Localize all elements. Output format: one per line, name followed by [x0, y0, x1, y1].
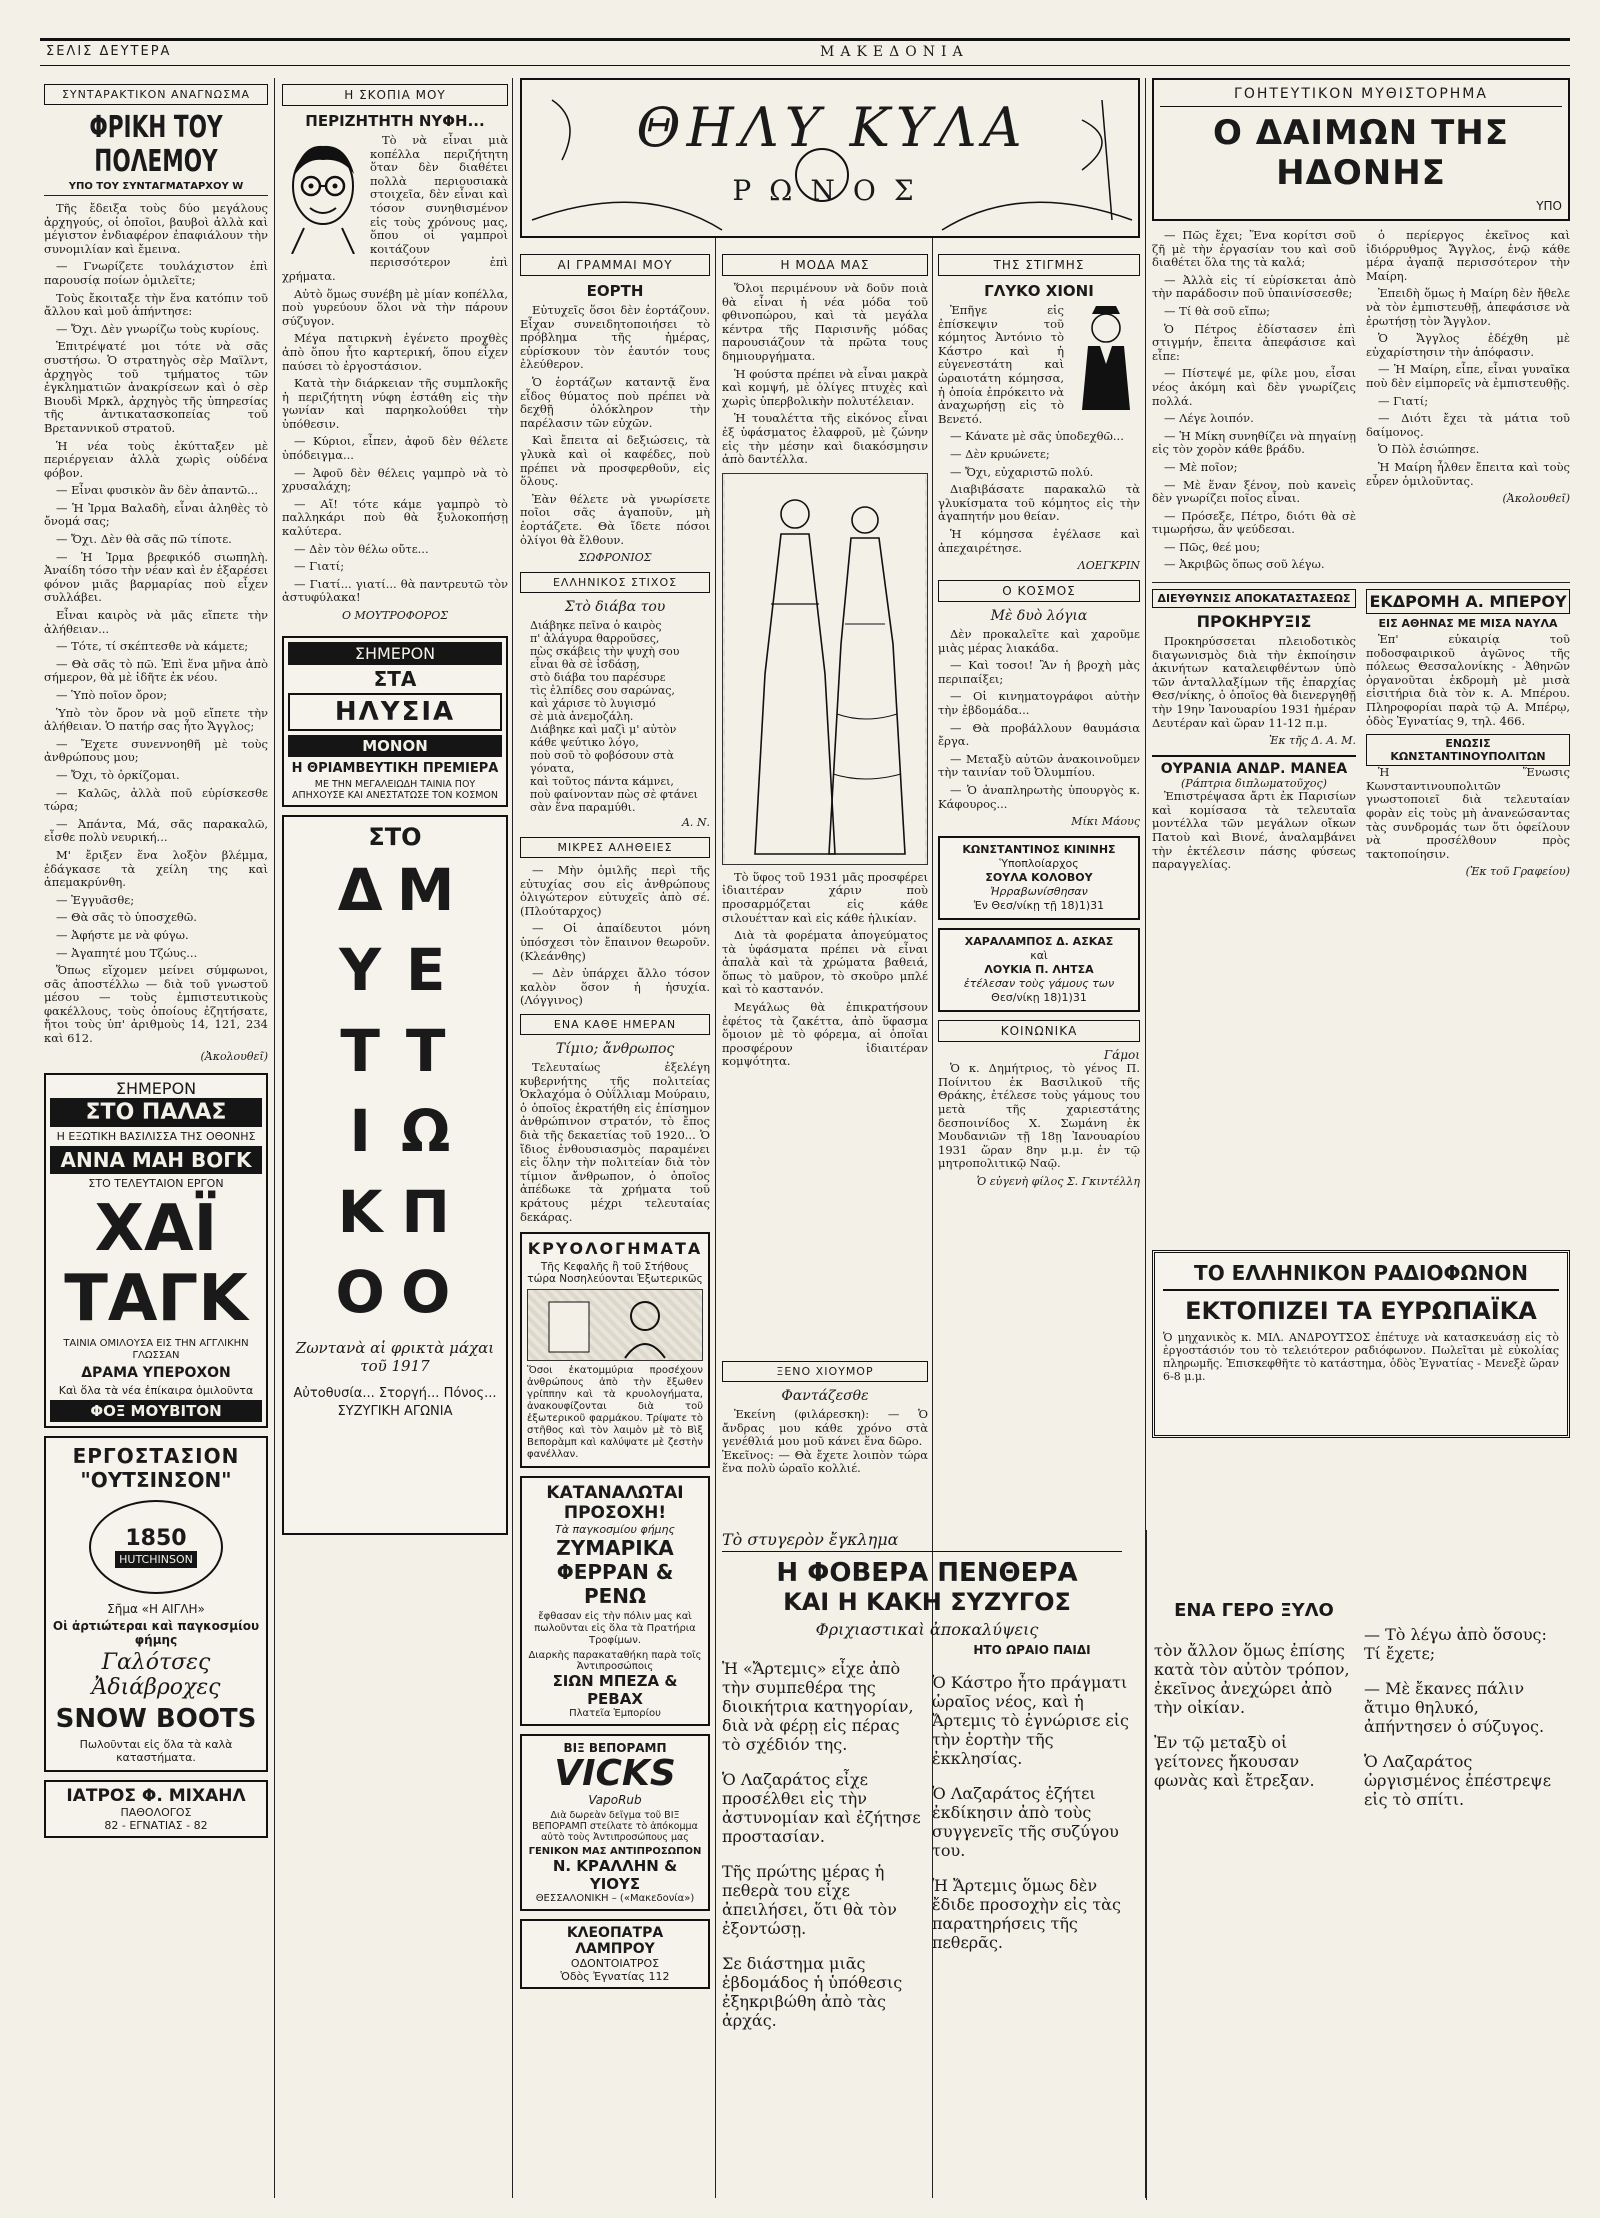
- article-byline: ΥΠΟ ΤΟΥ ΣΥΝΤΑΓΜΑΤΑΡΧΟΥ W: [44, 181, 268, 196]
- fashion-illustration: [722, 473, 928, 865]
- paragraph: Τῆς πρώτης μέρας ἡ πεθερὰ του εἶχε ἀπειλήσει, ὅτι θὰ τὸν ἐξοντώσῃ.: [722, 1862, 897, 1938]
- vertical-letter: Π: [401, 1177, 450, 1246]
- paragraph: — Δὲν τὸν θέλω οὔτε...: [294, 541, 429, 556]
- paragraph: Διὰ τὰ φορέματα ἀπογεύματος τὰ ὑφάσματα πρέπει νὰ εἶναι ἀπαλὰ καὶ τὰ χρώματα βαθειά, ὅπως τὸ μαῦρον, τὸ σκοῦρο μπλέ καὶ τὸ καστανόν.: [722, 928, 928, 997]
- masthead: [40, 38, 1570, 66]
- paragraph: — Ἀφοῦ δὲν θέλεις γαμπρὸ νὰ τὸ χρυσαλάχη;: [282, 465, 508, 494]
- paragraph: Μ' ἔριξεν ἕνα λοξὸν βλέμμα, ἐδάγκασε τὰ χείλη της καὶ ἀπεμακρύνθη.: [44, 847, 268, 890]
- vertical-letter: Ε: [405, 936, 446, 1005]
- paragraph: — Πῶς ἔχει; Ἕνα κορίτσι σοῦ ζῆ μὲ τὴν ἐργασίαν του καὶ σοῦ διαθέτει ὅλα της τὰ καλά;: [1152, 228, 1356, 270]
- paragraph: Ἐὰν θέλετε νὰ γνωρίσετε ποῖοι σᾶς ἀγαποῦν, μὴ ἑορτάζετε. Θὰ ἴδετε πόσοι ὀλίγοι θὰ ἔλθουν.: [520, 491, 710, 547]
- section-title: ΕΛΛΗΝΙΚΟΣ ΣΤΙΧΟΣ: [520, 572, 710, 593]
- vertical-letter: Μ: [396, 856, 455, 924]
- paragraph: Ἡ Ἄρτεμις ὅμως δὲν ἔδιδε προσοχὴν εἰς τὰς παρατηρήσεις τῆς πεθερᾶς.: [932, 1876, 1121, 1952]
- banner-title: ΘΗΛΥ ΚΥΛΑ: [636, 96, 1028, 159]
- paragraph: — Θὰ σᾶς τὸ πῶ. Ἐπὶ ἕνα μῆνα ἀπὸ σήμερον, θὰ μὲ ἰδῆτε ἐκ νέου.: [44, 656, 268, 685]
- poem-line: ποὺ σοῦ τὸ φοβόσουν στὰ γόνατα,: [530, 749, 674, 776]
- paragraph: — Ἐγγυᾶσθε;: [56, 892, 135, 907]
- paragraph: — Πρόσεξε, Πέτρο, διότι θὰ σὲ τιμωρήσω, ἂν ψεύδεσαι.: [1152, 508, 1356, 537]
- section-body: Τελευταίως ἐξελέγη κυβερνήτης τῆς πολιτείας Ὀκλαχόμα ὁ Οὐΐλλιαμ Μούραιυ, ὁ ὁποῖος ἐκρατήθη εἰς ἐπίσημον ἀνθρώπινον στρατόν, τὸ ἔπος διὰ τῆς δεκαετίας τοῦ 1920... Ὁ ἴδιος ἐνθουσιασμὸς παραμένει εἰς ὅλην τὴν πολιτείαν διὰ τὸν τίμιον ἄνθρωπον, ὁ ὁποῖος ἀπέδωκε τὰ χρήματα τοῦ κράτους μέχρι τελευταίας δεκάρας.: [520, 1060, 710, 1224]
- paragraph: Μέγα πατιρκνὴ ἐγένετο προχθὲς ἀπὸ ὅπου ἦτο καρτερική, ὅπου εἶχεν παύσει τὸ ἐργοστάσιον.: [282, 331, 508, 373]
- article-body: [520, 304, 710, 547]
- paragraph: — Αἴ! τότε κάμε γαμπρὸ τὸ παλληκάρι ποὺ θὰ ξυλοκοπήσῃ καλύτερα.: [282, 496, 508, 539]
- paragraph: Ἡ «Ἄρτεμις» εἶχε ἀπὸ τὴν συμπεθέρα της διοικήτρια κατηγορίαν, διὰ νὰ φέρῃ εἰς πέρας τὸ σχέδιόν της.: [722, 1659, 914, 1754]
- vertical-word-1: [335, 856, 385, 1326]
- paragraph: Ὁ Ἄγγλος ἐδέχθη μὲ εὐχαρίστησιν τὴν ἀπόφασιν.: [1366, 331, 1570, 359]
- paragraph: — Ἀλλὰ εἰς τί εὑρίσκεται ἀπὸ τὴν παράδοσιν ποῦ ὑπαινίσσεσθε;: [1152, 272, 1356, 301]
- vertical-letter: Ι: [349, 1097, 371, 1166]
- column-5: [938, 248, 1140, 1518]
- paragraph: — Ὁ ἀναπληρωτὴς ὑπουργὸς κ. Κάφουρος...: [938, 783, 1140, 811]
- paragraph: — Μὲ ἕναν ξένον, ποὺ κανεὶς δὲν γνωρίζει ποῖος εἶναι.: [1152, 477, 1356, 506]
- paragraph: — Ἡ Μαίρη, εἶπε, εἶναι γυναῖκα ποὺ δὲν εἰμπορεῖς νὰ ἐμπιστευθῇς.: [1366, 362, 1570, 390]
- column-4: [722, 248, 928, 1248]
- paragraph: — Λέγε λοιπόν.: [1164, 411, 1254, 426]
- vertical-letter: Ο: [401, 1257, 451, 1326]
- page-number-label: ΣΕΛΙΣ ΔΕΥΤΕΡΑ: [46, 44, 172, 59]
- paragraph: — Καλῶς, ἀλλὰ ποῦ εὑρίσκεσθε τώρα;: [44, 785, 268, 814]
- section-subtitle: Φαντάζεσθε: [781, 1388, 869, 1404]
- paragraph: — Ἡ Ἰρμα βρεφικόδ σιωπηλὴ. Ἀναίδη τόσο τὴν νέαν καὶ ἐν ἐξαρέσει φόνον μιᾶς βαρμαρίας ποὺ εἶχεν συλλάβει.: [44, 549, 268, 605]
- paragraph: — Ἀπάντα, Μά, σᾶς παρακαλῶ, εἶσθε πολὺ νευρική...: [44, 816, 268, 845]
- section-title: ΕΝΑ ΚΑΘΕ ΗΜΕΡΑΝ: [520, 1014, 710, 1035]
- competition-notice: ΔΙΕΥΘΥΝΣΙΣ ΑΠΟΚΑΤΑΣΤΑΣΕΩΣ ΠΡΟΚΗΡΥΞΙΣ Προκηρύσσεται πλειοδοτικὸς διαγωνισμὸς διὰ τὴν ἐκποίησιν ἀκινήτων καταλειφθέντων ὑπὸ τῶν ἀνταλλαξίμων τῆς ἐπαρχίας Θεσ/νίκης, ὁ ὁποῖος θὰ διενεργηθῇ τὴν 19ην Ἰανουαρίου 1931 ἡμέραν Δευτέραν καὶ ὥραν 11-12 π.μ. Ἐκ τῆς Δ. Α. Μ. ΟΥΡΑΝΙΑ ΑΝΔΡ. ΜΑΝΕΑ (Ράπτρια διπλωματοῦχος) Ἐπιστρέψασα ἄρτι ἐκ Παρισίων καὶ κομίσασα τὰ τελευταῖα μοντέλλα τῶν μεγάλων οἴκων Πατοὺ καὶ Βιονέ, ἀναλαμβάνει τὴν ἐκτέλεσιν πάσης φύσεως παραγγελίας.: [1152, 589, 1356, 886]
- paragraph: Σε διάστημα μιᾶς ἑβδομάδος ἡ ὑπόθεσις ἐξηκριβώθη ἀπὸ τὰς ἀρχάς.: [722, 1954, 903, 2030]
- poem-line: Διάβηκε καὶ μαζὶ μ' αὐτὸν: [530, 723, 677, 737]
- cinema-ad-western-front: ΣΤΟ Δ Υ Τ Ι Κ Ο Μ Ε Τ Ω Π Ο Ζωντανὰ αἱ φρικτὰ μάχαι τοῦ 1917 Αὐτοθυσία... Στοργή... Πόνος... ΣΥΖΥΓΙΚΗ ΑΓΩΝΙΑ: [282, 815, 508, 1535]
- column-1: [44, 78, 268, 2198]
- paragraph: Ὁ Λαζαράτος ἐζήτει ἐκδίκησιν ἀπὸ τοὺς συγγενεῖς τῆς συζύγου του.: [932, 1784, 1119, 1860]
- article-title: ΕΟΡΤΗ: [586, 282, 644, 300]
- poem-title: Στὸ διάβα του: [564, 599, 666, 616]
- article-sign: Ο ΜΟΥΤΡΟΦΟΡΟΣ: [341, 609, 449, 622]
- paper-name: ΜΑΚΕΔΟΝΙΑ: [820, 44, 969, 60]
- fashion-banner: [520, 78, 1140, 238]
- paragraph: — Μεταξὺ αὐτῶν ἀνακοινοῦμεν τὴν ταινίαν τοῦ Ὀλυμπίου.: [938, 751, 1140, 780]
- poem-line: σὰν ἕνα παραμύθι.: [530, 801, 636, 815]
- paragraph: — Ὑπὸ ποῖον ὄρον;: [56, 688, 168, 702]
- section-subtitle: Γάμοι: [1103, 1048, 1140, 1063]
- article-title-2: ΚΑΙ Η ΚΑΚΗ ΣΥΖΥΓΟΣ: [783, 1588, 1071, 1616]
- paragraph: — Ἀκριβῶς ὅπως σοῦ λέγω.: [1164, 557, 1325, 572]
- vicks-logo: VICKS: [554, 1753, 676, 1795]
- section-body: [938, 628, 1140, 811]
- illustration: [527, 1289, 703, 1361]
- article-sign: (Ἀκολουθεῖ): [200, 1049, 268, 1063]
- column-title: Η ΣΚΟΠΙΑ ΜΟΥ: [282, 84, 508, 106]
- article-sign: ΣΩΦΡΟΝΙΟΣ: [578, 551, 652, 565]
- paragraph: — Καὶ τοσοι! Ἂν ἡ βροχὴ μὰς περιπαίξει;: [938, 658, 1140, 686]
- doctor-ad: ΙΑΤΡΟΣ Φ. ΜΙΧΑΗΛ ΠΑΘΟΛΟΓΟΣ 82 - ΕΓΝΑΤΙΑΣ - 82: [44, 1780, 268, 1838]
- hutchinson-logo: 1850 HUTCHINSON: [89, 1500, 223, 1594]
- paragraph: Αὐτὸ ὅμως συνέβη μὲ μίαν κοπέλλα, ποὺ γυρεύουν ὅλοι νὰ τὴν πάρουν σύζυγον.: [282, 286, 508, 328]
- paragraph: — Μὴν ὁμιλῆς περὶ τῆς εὐτυχίας σου εἰς ἀνθρώπους ὀλιγώτερον εὐτυχεῖς ἀπὸ σέ. (Πλούταρχος): [520, 863, 710, 918]
- paragraph: Ἐν τῷ μεταξὺ οἱ γείτονες ἤκουσαν φωνὰς καὶ ἔτρεξαν.: [1154, 1733, 1315, 1790]
- hutchinson-ad: ΕΡΓΟΣΤΑΣΙΟΝ "ΟΥΤΣΙΝΣΟΝ" 1850 HUTCHINSON Σῆμα «Η ΑΙΓΛΗ» Οἱ ἀρτιώτεραι καὶ παγκοσμίου φήμης Γαλότσες Ἀδιάβροχες SNOW BOOTS Πωλοῦνται εἰς ὅλα τὰ καλὰ καταστήματα.: [44, 1436, 268, 1772]
- paragraph: Ἡ κόμησσα ἐγέλασε καὶ ἀπεχαιρέτησε.: [938, 526, 1140, 555]
- paragraph: Ὁ Λαζαράτος εἶχε προσέλθει εἰς τὴν ἀστυνομίαν καὶ ἐζήτησε προστασίαν.: [722, 1770, 921, 1846]
- article-title-1: Η ΦΟΒΕΡΑ ΠΕΝΘΕΡΑ: [776, 1558, 1078, 1588]
- paragraph: Ἡ Μαίρη ἦλθεν ἔπειτα καὶ τοὺς εὗρεν ὁμιλοῦντας.: [1366, 459, 1570, 488]
- paragraph: Ἡ νέα τοὺς ἐκύτταξεν μὲ περιέργειαν ἀλλὰ χωρὶς οὐδένα φόβον.: [44, 438, 268, 480]
- paragraph: — Ἀφήστε με νὰ φύγω.: [56, 927, 189, 942]
- section-body: Ἐκείνη (φιλάρεσκη): — Ὁ ἄνδρας μου κάθε χρόνο στὰ γενέθλιά μου μοῦ κάνει ἕνα δῶρο. Ἐκεῖνος: — Θὰ ἔχετε λοιπὸν τώρα ἕνα πολὺ ὡραῖο κολλιέ.: [722, 1407, 928, 1476]
- novel-body-right: ὁ περίεργος ἐκεῖνος καὶ ἰδιόρρυθμος Ἄγγλος, ἐνῷ κάθε μέρα ἀγαπᾷ περισσότερον τὴν Μαίρη. Ἐπειδὴ ὅμως ἡ Μαίρη δὲν ἤθελε νὰ τὸν ἐμπιστευθῇ, ἀπεφάσισε νὰ ἐρωτήσῃ τὸν Ἄγγλον. Ὁ Ἄγγλος ἐδέχθη μὲ εὐχαρίστησιν τὴν ἀπόφασιν. — Ἡ Μαίρη, εἶπε, εἶναι γυναῖκα ποὺ δὲν εἰμπορεῖς νὰ ἐμπιστευθῇς. — Γιατί; — Διότι ἔχει τὰ μάτια τοῦ δαίμονος. Ὁ Πὸλ ἐσιώπησε. Ἡ Μαίρη ἦλθεν ἔπειτα καὶ τοὺς εὗρεν ὁμιλοῦντας. (Ἀκολουθεῖ): [1366, 228, 1570, 506]
- paragraph: Εὐτυχεῖς ὅσοι δὲν ἑορτάζουν. Εἶχαν συνειδητοποιήσει τὸ πρόβλημα τῆς ἡμέρας, εὑρίσκουν τὸν ἑαυτόν τους ἐλεύθερον.: [520, 303, 710, 372]
- vertical-letter: Ω: [401, 1097, 451, 1166]
- paragraph: Ὁ Κάστρο ἦτο πράγματι ὡραῖος νέος, καὶ ἡ Ἄρτεμις τὸ ἐγνώρισε εἰς τὴν ἑορτὴν τῆς ἐκκλησίας.: [932, 1673, 1129, 1768]
- article-kicker: Τὸ στυγερὸν ἔγκλημα: [722, 1530, 1122, 1552]
- article-title: ΠΕΡΙΖΗΤΗΤΗ ΝΥΦΗ...: [305, 112, 485, 130]
- vertical-letter: Τ: [340, 1016, 380, 1085]
- engagement-notice-1: ΚΩΝΣΤΑΝΤΙΝΟΣ ΚΙΝΙΝΗΣ Ὑποπλοίαρχος ΣΟΥΛΑ ΚΟΛΟΒΟΥ Ἠρραβωνίσθησαν Ἐν Θεσ/νίκῃ τῇ 18)1)31: [938, 836, 1140, 920]
- paragraph: — Γνωρίζετε τουλάχιστον ἐπὶ παρουσίᾳ ποίων ὁμιλεῖτε;: [44, 259, 268, 287]
- cold-remedy-ad: ΚΡΥΟΛΟΓΗΜΑΤΑ Τῆς Κεφαλῆς ἢ τοῦ Στήθους τώρα Νοσηλεύονται Ἐξωτερικῶς Ὅσοι ἐκατομμύρια προσέχουν ἀνθρώπους ἀπὸ τὴν ἔξωθεν γρίππην καὶ τὰ κρυολογήματα, ἀνακουφίζονται διὰ τοῦ ἐξωτερικοῦ φαρμάκου. Τρίψατε τὸ στῆθος καὶ τὸν λαιμὸν μὲ τὸ Βὶξ Βεπορὰμπ καὶ καλύψατε μὲ ζεστὴν φανέλλαν.: [520, 1232, 710, 1468]
- paragraph: — Δὲν κρυώνετε;: [950, 446, 1050, 461]
- paragraph: — Ὄχι, τὸ ὁρκίζομαι.: [56, 767, 180, 782]
- section-subtitle: Τίμιο; ἄνθρωπος: [555, 1041, 675, 1058]
- paragraph: — Κάνατε μὲ σᾶς ὑποδεχθῶ...: [950, 429, 1124, 444]
- paragraph: Ὅλοι περιμένουν νὰ δοῦν ποιὰ θὰ εἶναι ἡ νέα μόδα τοῦ φθινοπώρου, καὶ τὰ μεγάλα κέντρα τῆς Παρισινῆς μόδας παρουσιάζουν τὰ πρῶτα τους δημιουργήματα.: [722, 281, 928, 363]
- paragraph: — Γιατί... γιατί... θὰ παντρευτῶ τὸν ἀστυφύλακα!: [282, 576, 508, 605]
- article-subtitle: Φριχιαστικαὶ ἀποκαλύψεις: [815, 1620, 1039, 1639]
- poem-line: π' ἀλάγυρα θαρροῦσες,: [530, 632, 660, 646]
- paragraph: — Πίστεψέ με, φίλε μου, εἶσαι νέος ἀκόμη καὶ δὲν γνωρίζεις πολλά.: [1152, 366, 1356, 408]
- radio-ad: ΤΟ ΕΛΛΗΝΙΚΟΝ ΡΑΔΙΟΦΩΝΟΝ ΕΚΤΟΠΙΖΕΙ ΤΑ ΕΥΡΩΠΑΪΚΑ Ὁ μηχανικὸς κ. ΜΙΛ. ΑΝΔΡΟΥΤΣΟΣ ἐπέτυχε νὰ κατασκευάσῃ εἰς τὸ ἐργοστάσιόν του τὸ τελειότερον ραδιόφωνον. Πωλεῖται μὲ εὐκολίας πληρωμῆς. Ἐπισκεφθῆτε τὸ κατάστημα, ὁδὸς Ἐγνατίας - Μενεξὲ ὥραν 6-8 μ.μ.: [1152, 1250, 1570, 1438]
- section-subtitle: Μὲ δυὸ λόγια: [990, 608, 1088, 625]
- vertical-letter: Τ: [405, 1016, 446, 1085]
- paragraph: — Τότε, τί σκέπτεσθε νὰ κάμετε;: [56, 639, 249, 654]
- paragraph: Ἐπιτρέψατέ μοι τότε νὰ σᾶς συστήσω. Ὁ στρατηγὸς σὲρ Μαϊλντ, ἀρχηγὸς τοῦ τμήματος τῶν ἐγκληματιῶν ἀνακρίσεων καὶ ὁ σὲρ Βιουδὶ Μρκλ, ἀρχηγὸς τῆς ὑπηρεσίας τῆς ἀντικατασκοπείας τοῦ Βρεταννικοῦ στρατοῦ.: [44, 339, 268, 435]
- vertical-letter: Κ: [337, 1177, 383, 1246]
- paragraph: Ἐπειδὴ ὅμως ἡ Μαίρη δὲν ἤθελε νὰ τὸν ἐμπιστευθῇ, ἀπεφάσισε νὰ ἐρωτήσῃ τὸν Ἄγγλον.: [1366, 286, 1570, 328]
- paragraph: — Τὸ λέγω ἀπὸ ὅσους: Τί ἔχετε;: [1364, 1625, 1547, 1663]
- column-3: [520, 248, 710, 2198]
- banner-subtitle: ΡΩΝΟΣ: [732, 174, 932, 207]
- paragraph: — Οἱ ἀπαίδευτοι μόνη ὑπόσχεσι τὸν ἔπαινον θεωροῦν. (Κλεάνθης): [520, 921, 710, 963]
- section-title: ΜΙΚΡΕΣ ΑΛΗΘΕΙΕΣ: [520, 837, 710, 858]
- paragraph: Ὑπὸ τὸν ὄρον νὰ μοῦ εἴπετε τὴν ἀλήθειαν. Ὁ πατήρ σας ἦτο Ἄγγλος;: [44, 705, 268, 734]
- paragraph: — Ὄχι. Δὲν θὰ σᾶς πῶ τίποτε.: [56, 532, 232, 547]
- cartoon-portrait: [282, 136, 364, 254]
- poem-sign: Α. Ν.: [681, 816, 710, 830]
- crime-article: [722, 1530, 1570, 2200]
- paragraph: Κατὰ τὴν διάρκειαν τῆς συμπλοκῆς ἡ περιζήτητη νύφη ἐστάθη εἰς τὴν γωνίαν καὶ παρηκολούθει τὴν ὑπόθεσιν.: [282, 376, 508, 431]
- paragraph: — Πῶς, θεέ μου;: [1164, 539, 1261, 554]
- paragraph: — Ἔχετε συνεννοηθῆ μὲ τοὺς ἀνθρώπους μου;: [44, 736, 268, 765]
- paragraph: — Γιατί;: [294, 559, 345, 574]
- section-title: ΞΕΝΟ ΧΙΟΥΜΟΡ: [722, 1361, 928, 1382]
- article-body: [44, 202, 268, 1046]
- novel-header: ΓΟΗΤΕΥΤΙΚΟΝ ΜΥΘΙΣΤΟΡΗΜΑ Ο ΔΑΙΜΩΝ ΤΗΣ ΗΔΟΝΗΣ ΥΠΟ: [1152, 78, 1570, 221]
- vicks-ad: ΒΙΞ ΒΕΠΟΡΑΜΠ VICKS VapoRub Διὰ δωρεὰν δεῖγμα τοῦ ΒΙΞ ΒΕΠΟΡΑΜΠ στείλατε τὸ ἀπόκομμα αὐτὸ τοὺς Ἀντιπροσώπους μας ΓΕΝΙΚΟΝ ΜΑΣ ΑΝΤΙΠΡΟΣΩΠΟΝ Ν. ΚΡΑΛΛΗΝ & ΥΙΟΥΣ ΘΕΣΣΑΛΟΝΙΚΗ – («Μακεδονία»): [520, 1734, 710, 1911]
- paragraph: — Ἀγαπητέ μου Τζώυς...: [56, 945, 198, 960]
- paragraph: Ἐπῆγε εἰς ἐπίσκεψιν τοῦ κόμητος Ἀντόνιο τὸ Κάστρο καὶ ἡ εὐγενεστάτη καὶ ὡραιοτάτη κόμησσα, ἡ ὁποία ἐπρόκειτο νὰ ἀναχωρήσῃ εἰς τὸ Βενετό.: [938, 303, 1064, 426]
- column-2: [282, 78, 508, 2198]
- paragraph: — Δὲν ὑπάρχει ἄλλο τόσον καλὸν ὅσον ἡ ἡσυχία. (Λόγγινος): [520, 966, 710, 1008]
- article-sign: ΛΟΕΓΚΡΙΝ: [1077, 559, 1140, 573]
- paragraph: Τῆς ἔδειξα τοὺς δύο μεγάλους ἀρχηγούς, οἱ ὁποῖοι, βαυβοὶ ἀλλὰ καὶ μέγιστον ἐνδιαφέρον ἐπαφιάλουν τὴν συνομιλίαν καὶ ἔμεινα.: [44, 201, 268, 256]
- vertical-letter: Υ: [339, 936, 382, 1005]
- cinema-ad-pallas: ΣΗΜΕΡΟΝ ΣΤΟ ΠΑΛΑΣ Η ΕΞΩΤΙΚΗ ΒΑΣΙΛΙΣΣΑ ΤΗΣ ΟΘΟΝΗΣ ΑΝΝΑ ΜΑΗ ΒΟΓΚ ΣΤΟ ΤΕΛΕΥΤΑΙΟΝ ΕΡΓΟΝ ΧΑΪ ΤΑΓΚ ΤΑΙΝΙΑ ΟΜΙΛΟΥΣΑ ΕΙΣ ΤΗΝ ΑΓΓΛΙΚΗΝ ΓΛΩΣΣΑΝ ΔΡΑΜΑ ΥΠΕΡΟΧΟΝ Καὶ ὅλα τὰ νέα ἐπίκαιρα ὁμιλοῦντα ΦΟΞ ΜΟΥΒΙΤΟΝ: [44, 1073, 268, 1428]
- section-sign: Μίκι Μάους: [1071, 815, 1140, 829]
- paragraph: Ὁ ἑορτάζων καταντᾷ ἕνα εἶδος θύματος ποὺ πρέπει νὰ δεχθῇ ὁλόκληρον τὴν παρέλασιν τῶν εὐχῶν.: [520, 374, 710, 430]
- crime-body-c: ΕΝΑ ΓΕΡΟ ΞΥΛΟ τὸν ἄλλον ὅμως ἐπίσης κατὰ τὸν αὐτὸν τρόπον, ἐκεῖνος ἀνεχώρει ἀπὸ τὴν οἰκίαν. Ἐν τῷ μεταξὺ οἱ γείτονες ἤκουσαν φωνὰς καὶ ἔτρεξαν. — Τὸ λέγω ἀπὸ ὅσους: Τί ἔχετε; — Μὲ ἔκανες πάλιν ἄτιμο θηλυκό, ἀπήντησεν ὁ σύζυγος. Ὁ Λαζαράτος ὠργισμένος ἐπέστρεψε εἰς τὸ σπίτι.: [1154, 1530, 1564, 1816]
- paragraph: Τὸ νὰ εἶναι μιὰ κοπέλλα περιζήτητη ὅταν δὲν διαθέτει πολλὰ περιουσιακὰ στοιχεῖα, δὲν εἶναι καὶ τόσον συνηθισμένον εἰς τοὺς χρόνους μας, ὅπου οἱ γαμπροὶ κοιτάζουν περισσότερον ἐπὶ χρήματα.: [282, 133, 508, 283]
- paragraph: — Γιατί;: [1378, 393, 1429, 408]
- paragraph: — Ἡ Ἰρμα Βαλαδὴ, εἶναι ἀληθὲς τὸ ὄνομά σας;: [44, 500, 268, 529]
- paragraph: τὸν ἄλλον ὅμως ἐπίσης κατὰ τὸν αὐτὸν τρόπον, ἐκεῖνος ἀνεχώρει ἀπὸ τὴν οἰκίαν.: [1154, 1641, 1350, 1717]
- truths-body: [520, 864, 710, 1008]
- paragraph: — Ὄχι. Δὲν γνωρίζω τοὺς κυρίους.: [56, 321, 260, 336]
- wedding-notice-2: ΧΑΡΑΛΑΜΠΟΣ Δ. ΑΣΚΑΣ καὶ ΛΟΥΚΙΑ Π. ΛΗΤΣΑ ἐτέλεσαν τοὺς γάμους των Θεσ/νίκῃ 18)1)31: [938, 928, 1140, 1012]
- paragraph: — Μὲ ἔκανες πάλιν ἄτιμο θηλυκό, ἀπήντησεν ὁ σύζυγος.: [1364, 1679, 1545, 1736]
- column-title: ΤΗΣ ΣΤΙΓΜΗΣ: [938, 254, 1140, 276]
- poem-line: Διάβηκε πεῖνα ὁ καιρὸς: [530, 619, 662, 633]
- poem-line: ποὺ φαίνονταν πὼς σὲ φτάνει: [530, 788, 698, 802]
- paragraph: Διαβιβάσατε παρακαλῶ τὰ γλυκίσματα τοῦ κόμητος εἰς τὴν ἀγαπητήν μου θείαν.: [938, 482, 1140, 524]
- poem-line: καὶ χάρισε τὸ λυγισμό: [530, 697, 656, 711]
- column-6: [1152, 78, 1570, 1238]
- paragraph: — Διότι ἔχει τὰ μάτια τοῦ δαίμονος.: [1366, 411, 1570, 439]
- poem-line: σὲ μιὰ ἀνεμοζάλη.: [530, 710, 634, 724]
- paragraph: — Μὲ ποῖον;: [1164, 459, 1238, 474]
- cinema-ad-elysia: ΣΗΜΕΡΟΝ ΣΤΑ ΗΛΥΣΙΑ ΜΟΝΟΝ Η ΘΡΙΑΜΒΕΥΤΙΚΗ ΠΡΕΜΙΕΡΑ ΜΕ ΤΗΝ ΜΕΓΑΛΕΙΩΔΗ ΤΑΙΝΙΑ ΠΟΥ ΑΠΗΧΟΥΣΕ ΚΑΙ ΑΝΕΣΤΑΤΩΣΕ ΤΟΝ ΚΟΣΜΟΝ: [282, 636, 508, 807]
- dentist-ad: ΚΛΕΟΠΑΤΡΑ ΛΑΜΠΡΟΥ ΟΔΟΝΤΟΙΑΤΡΟΣ Ὁδὸς Ἐγνατίας 112: [520, 1919, 710, 1989]
- paragraph: — Θὰ προβάλλουν θαυμάσια ἔργα.: [938, 720, 1140, 749]
- article-body: [722, 282, 928, 467]
- poem-line: τὶς ἐλπίδες σου σαρώνας,: [530, 684, 675, 698]
- poem-line: εἶναι θὰ σὲ ἰσδάσῃ,: [530, 658, 640, 672]
- section-body: Ὁ κ. Δημήτριος, τὸ γένος Π. Ποίνιτου ἐκ Βασιλικοῦ τῆς Θράκης, ἐτέλεσε τοὺς γάμους του μετὰ τῆς χαριεστάτης δεσποινίδος Χ. Σωμάνη ἐκ Μουδανιῶν τῇ 18ῃ Ἰανουαρίου 1931 ὥραν 8ην μ.μ. ἐν τῷ μητροπολιτικῷ Ναῷ.: [938, 1061, 1140, 1171]
- poem-line: στὸ διάβα του παρέσυρε: [530, 671, 666, 685]
- humor-box: [722, 1355, 928, 1515]
- paragraph: Ὁ Λαζαράτος ὠργισμένος ἐπέστρεψε εἰς τὸ σπίτι.: [1364, 1752, 1551, 1809]
- paragraph: Τὸ ὕφος τοῦ 1931 μᾶς προσφέρει ἰδιαιτέραν χάριν ποὺ προσαρμόζεται εἰς κάθε σιλουέτταν καὶ εἰς κάθε ἡλικίαν.: [722, 869, 928, 925]
- column-title: Η ΜΟΔΑ ΜΑΣ: [722, 254, 928, 276]
- gentleman-illustration: [1070, 304, 1140, 412]
- paragraph: — Οἱ κινηματογράφοι αὐτὴν τὴν ἐβδομάδα...: [938, 689, 1140, 718]
- paragraph: Ἡ τουαλέττα τῆς εἰκόνος εἶναι ἐξ ὑφάσματος ἐλαφροῦ, μὲ ζώνην εἰς τὴν μέσην καὶ διακόσμησιν ἀπὸ δαντέλλα.: [722, 411, 928, 467]
- paragraph: — Θὰ σᾶς τὸ ὑποσχεθῶ.: [56, 910, 197, 925]
- paragraph: Εἶναι καιρὸς νὰ μᾶς εἴπετε τὴν ἀλήθειαν...: [44, 608, 268, 636]
- paragraph: Τοὺς ἔκοιταξε τὴν ἕνα κατόπιν τοῦ ἄλλου καὶ μοῦ ἀπήντησε:: [44, 290, 268, 319]
- excursion-notice: ΕΚΔΡΟΜΗ Α. ΜΠΕΡΟΥ ΕΙΣ ΑΘΗΝΑΣ ΜΕ ΜΙΣΑ ΝΑΥΛΑ Ἐπ' εὐκαιρίᾳ τοῦ ποδοσφαιρικοῦ ἀγῶνος τῆς πόλεως Θεσσαλονίκης - Ἀθηνῶν ὀργανοῦται ἐκδρομὴ μὲ μισὰ εἰσιτήρια διὰ τὸν κ. Α. Μπέρου. Πληροφορίαι παρὰ τῷ Α. Μπέρῳ, ὁδὸς Ἐγνατίας 9, τηλ. 466. ΕΝΩΣΙΣ ΚΩΝΣΤΑΝΤΙΝΟΥΠΟΛΙΤΩΝ Ἡ Ἕνωσις Κωνσταντινουπολιτῶν γνωστοποιεῖ διὰ τελευταίαν φορὰν εἰς τοὺς μὴ ἀνανεώσαντας τὰς συνδρομάς των ὅτι ὀφείλουν νὰ προσέλθουν πρὸς τακτοποίησιν. (Ἐκ τοῦ Γραφείου): [1366, 589, 1570, 886]
- paragraph: Δὲν προκαλεῖτε καὶ χαροῦμε μιὰς μέρας λιακάδα.: [938, 627, 1140, 655]
- column-title: ΑΙ ΓΡΑΜΜΑΙ ΜΟΥ: [520, 254, 710, 276]
- paragraph: — Ἡ Μίκη συνηθίζει νὰ πηγαίνῃ εἰς τὸν χορὸν κάθε βράδυ.: [1152, 428, 1356, 457]
- novel-body-left: [1152, 229, 1356, 576]
- section-sign: Ὁ εὐγενὴ φίλος Σ. Γκιντέλλη: [976, 1174, 1140, 1188]
- pasta-notice-ad: ΚΑΤΑΝΑΛΩΤΑΙ ΠΡΟΣΟΧΗ! Τὰ παγκοσμίου φήμης ΖΥΜΑΡΙΚΑ ΦΕΡΡΑΝ & ΡΕΝΩ ἔφθασαν εἰς τὴν πόλιν μας καὶ πωλοῦνται εἰς ὅλα τὰ Πρατήρια Τροφίμων. Διαρκὴς παρακαταθήκη παρὰ τοῖς Ἀντιπροσώποις ΣΙΩΝ ΜΠΕΖΑ & ΡΕΒΑΧ Πλατεῖα Ἐμπορίου: [520, 1476, 710, 1726]
- article-title: ΦΡΙΚΗ ΤΟΥ ΠΟΛΕΜΟΥ: [89, 110, 223, 179]
- article-title: ΓΛΥΚΟ ΧΙΟΝΙ: [984, 282, 1094, 300]
- paragraph: Καὶ ἔπειτα αἱ δεξιώσεις, τὰ γλυκὰ καὶ οἱ καφέδες, ποὺ πρέπει νὰ προσφερθοῦν, εἰς ὅλους.: [520, 433, 710, 489]
- paragraph: — Ὄχι, εὐχαριστῶ πολύ.: [950, 464, 1094, 479]
- poem-body: [520, 619, 710, 814]
- vertical-word-2: [396, 856, 455, 1326]
- crime-body-b: ΗΤΟ ΩΡΑΙΟ ΠΑΙΔΙ Ὁ Κάστρο ἦτο πράγματι ὡραῖος νέος, καὶ ἡ Ἄρτεμις τὸ ἐγνώρισε εἰς τὴν ἑορτὴν τῆς ἐκκλησίας. Ὁ Λαζαράτος ἐζήτει ἐκδίκησιν ἀπὸ τοὺς συγγενεῖς τῆς συζύγου του. Ἡ Ἄρτεμις ὅμως δὲν ἔδιδε προσοχὴν εἰς τὰς παρατηρήσεις τῆς πεθερᾶς.: [932, 1643, 1132, 2046]
- crime-body-a: [722, 1643, 922, 2046]
- poem-line: κάθε ψεύτικο λόγο,: [530, 736, 639, 750]
- paragraph: Ὅπως εἴχομεν μείνει σύμφωνοι, σᾶς ἀποστέλλω — διὰ τοῦ γνωστοῦ μέσου — τοὺς ἐμπιστευτικοὺς φακέλλους, τοὺς ὁποίους ἐζητήσατε, ἤτοι τοὺς ὑπ' ἀριθμοὺς 14, 121, 234 καὶ 612.: [44, 963, 268, 1046]
- article-kicker: ΣΥΝΤΑΡΑΚΤΙΚΟΝ ΑΝΑΓΝΩΣΜΑ: [44, 84, 268, 105]
- paragraph: Ὁ Πὸλ ἐσιώπησε.: [1378, 442, 1480, 457]
- paragraph: — Κύριοι, εἶπεν, ἀφοῦ δὲν θέλετε ὑπόδειγμα...: [282, 434, 508, 463]
- poem-line: πὼς σκάβεις τὴν ψυχὴ σου: [530, 645, 680, 659]
- paragraph: ὁ περίεργος ἐκεῖνος καὶ ἰδιόρρυθμος Ἄγγλος, ἐνῷ κάθε μέρα ἀγαπᾷ περισσότερον τὴν Μαίρη.: [1366, 228, 1570, 283]
- section-title: Ο ΚΟΣΜΟΣ: [938, 580, 1140, 602]
- paragraph: — Εἶναι φυσικὸν ἂν δὲν ἀπαντῶ...: [56, 483, 259, 498]
- poem-line: καὶ τοῦτος πάντα κάμνει,: [530, 775, 674, 789]
- vertical-letter: Δ: [337, 856, 383, 924]
- article-body-continued: [722, 871, 928, 1069]
- paragraph: — Τί θὰ σοῦ εἴπω;: [1164, 303, 1271, 318]
- paragraph: Ὁ Πέτρος ἐδίστασεν ἐπὶ στιγμήν, ἔπειτα ἀπεφάσισε καὶ εἶπε:: [1152, 321, 1356, 363]
- vertical-letter: Ο: [335, 1257, 385, 1326]
- paragraph: Ἡ φούστα πρέπει νὰ εἶναι μακρὰ καὶ κομψή, μὲ ὀλίγες πτυχὲς καὶ χωρὶς ὑπερβολικὴν πολυτέλειαν.: [722, 366, 928, 408]
- paragraph: Μεγάλως θὰ ἐπικρατήσουν ἐφέτος τὰ ζακέττα, ἀπὸ ὕφασμα ὅμοιον μὲ τὸ φόρεμα, αἱ ὁποῖαι προσφέρουν ἰδιαιτέραν κομψότητα.: [722, 1000, 928, 1069]
- section-title: ΚΟΙΝΩΝΙΚΑ: [938, 1020, 1140, 1042]
